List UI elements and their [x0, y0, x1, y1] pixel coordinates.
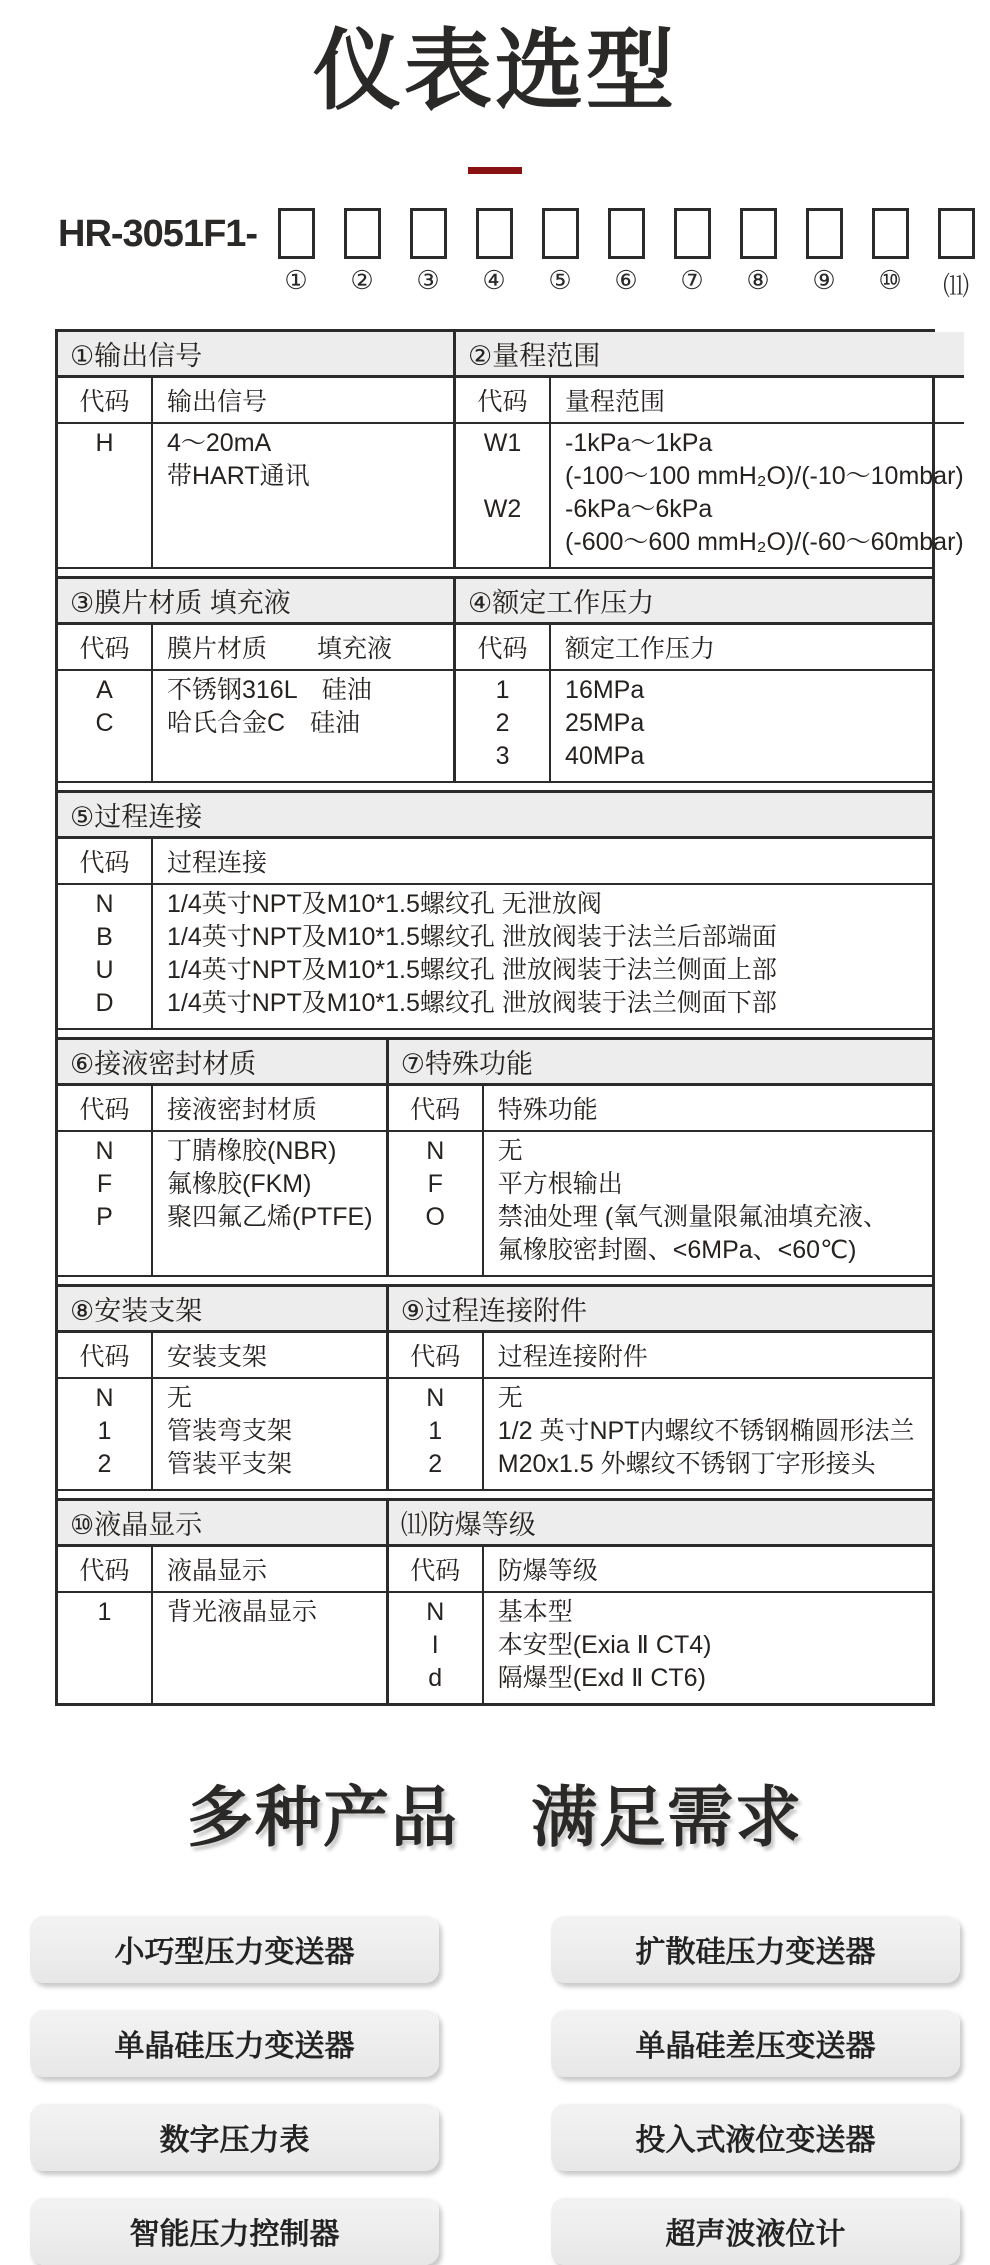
- section-body: [389, 1132, 932, 1275]
- model-box-number: ⑧: [746, 266, 770, 296]
- description-cell: 1/4英寸NPT及M10*1.5螺纹孔 无泄放阀: [167, 890, 602, 919]
- model-code-box: [476, 208, 513, 259]
- code-cell: N: [95, 1137, 114, 1166]
- code-cell: N: [95, 890, 114, 919]
- description-cell: -6kPa～6kPa: [565, 495, 713, 524]
- model-code-box: [938, 208, 975, 259]
- code-cell: N: [426, 1598, 445, 1627]
- section-header: ⑥接液密封材质: [58, 1040, 386, 1086]
- code-column: [58, 1593, 153, 1703]
- description-cell: 氟橡胶(FKM): [167, 1170, 312, 1199]
- code-cell: 1: [495, 676, 510, 705]
- description-cell: 无: [167, 1384, 193, 1413]
- model-code-box: [410, 208, 447, 259]
- product-button[interactable]: 单晶硅差压变送器: [551, 2009, 960, 2077]
- section-body: [58, 885, 932, 1028]
- section-column-header: 特殊功能: [497, 1096, 598, 1125]
- products-heading-left: 多种产品: [187, 1780, 459, 1855]
- description-cell: 不锈钢316L 硅油: [167, 676, 372, 705]
- section-explosion-proof: [386, 1501, 932, 1703]
- description-cell: 25MPa: [565, 709, 645, 738]
- description-column: [153, 424, 453, 567]
- code-column-header: 代码: [389, 1333, 484, 1377]
- table-band: [58, 1275, 932, 1489]
- column-header-row: [58, 378, 453, 424]
- code-cell: N: [426, 1384, 445, 1413]
- section-body: [58, 1379, 386, 1489]
- section-body: [389, 1379, 932, 1489]
- model-number-row: [58, 208, 990, 303]
- code-column: [58, 1132, 153, 1275]
- code-column-header: 代码: [58, 1086, 153, 1130]
- model-box-group: [857, 208, 923, 296]
- model-code-box: [542, 208, 579, 259]
- code-column: [58, 671, 153, 781]
- section-column-header: 量程范围: [565, 388, 666, 417]
- code-cell: W1: [483, 429, 522, 458]
- description-cell: 1/4英寸NPT及M10*1.5螺纹孔 泄放阀装于法兰侧面下部: [167, 989, 777, 1018]
- code-column: [58, 885, 153, 1028]
- code-cell: 1: [97, 1417, 112, 1446]
- model-box-number: ①: [284, 266, 308, 296]
- description-cell: 管装平支架: [167, 1450, 293, 1479]
- section-header: ⑧安装支架: [58, 1287, 386, 1333]
- section-mounting-bracket: [58, 1287, 386, 1489]
- code-column-header: 代码: [58, 1547, 153, 1591]
- section-header: ⑾防爆等级: [389, 1501, 932, 1547]
- model-box-group: [329, 208, 395, 296]
- column-header-row: [58, 1547, 386, 1593]
- column-header-row: [58, 839, 932, 885]
- column-header-row: [389, 1547, 932, 1593]
- description-column: [484, 1593, 932, 1703]
- section-column-header: 接液密封材质: [167, 1096, 318, 1125]
- section-seal-material: [58, 1040, 386, 1275]
- section-lcd-display: [58, 1501, 386, 1703]
- model-box-number: ⑤: [548, 266, 572, 296]
- code-column: [58, 424, 153, 567]
- section-column-header: 额定工作压力: [565, 635, 716, 664]
- code-column: [456, 671, 551, 781]
- description-cell: 禁油处理 (氧气测量限氟油填充液、: [497, 1203, 889, 1232]
- description-column: [551, 424, 964, 567]
- description-cell: 1/4英寸NPT及M10*1.5螺纹孔 泄放阀装于法兰侧面上部: [167, 956, 777, 985]
- page-title: 仪表选型: [312, 21, 677, 120]
- section-connection-accessory: [386, 1287, 932, 1489]
- description-cell: (-600～600 mmH₂O)/(-60～60mbar): [565, 528, 964, 557]
- model-box-group: [527, 208, 593, 296]
- model-box-group: [659, 208, 725, 296]
- column-header-row: [58, 1086, 386, 1132]
- section-output-signal: [58, 332, 453, 567]
- code-column-header: 代码: [456, 378, 551, 422]
- model-box-number: ⑩: [878, 266, 902, 296]
- product-grid: [30, 1915, 960, 2265]
- section-body: [389, 1593, 932, 1703]
- description-cell: 1/4英寸NPT及M10*1.5螺纹孔 泄放阀装于法兰后部端面: [167, 923, 777, 952]
- model-box-number: ④: [482, 266, 506, 296]
- model-box-group: [725, 208, 791, 296]
- code-column-header: 代码: [456, 625, 551, 669]
- section-body: [456, 424, 964, 567]
- code-column: [389, 1132, 484, 1275]
- table-band: [58, 567, 932, 781]
- code-cell: N: [426, 1137, 445, 1166]
- product-button[interactable]: 单晶硅压力变送器: [30, 2009, 439, 2077]
- product-button[interactable]: 智能压力控制器: [30, 2197, 439, 2265]
- model-box-number: ③: [416, 266, 440, 296]
- description-column: [153, 1593, 386, 1703]
- section-header: ⑦特殊功能: [389, 1040, 932, 1086]
- section-rated-pressure: [453, 579, 932, 781]
- section-header: ①输出信号: [58, 332, 453, 378]
- table-band: [58, 1489, 932, 1703]
- code-cell: B: [96, 923, 113, 952]
- description-cell: 16MPa: [565, 676, 645, 705]
- column-header-row: [456, 378, 964, 424]
- description-cell: 带HART通讯: [167, 462, 310, 491]
- code-column-header: 代码: [58, 378, 153, 422]
- model-code-box: [806, 208, 843, 259]
- model-box-number: ⑨: [812, 266, 836, 296]
- product-button[interactable]: 小巧型压力变送器: [30, 1915, 439, 1983]
- table-band: [58, 1028, 932, 1275]
- description-cell: 聚四氟乙烯(PTFE): [167, 1203, 373, 1232]
- code-cell: 3: [495, 742, 510, 771]
- code-column-header: 代码: [58, 625, 153, 669]
- model-box-group: [395, 208, 461, 296]
- code-cell: P: [96, 1203, 113, 1232]
- description-cell: 平方根输出: [497, 1170, 623, 1199]
- section-header: ④额定工作压力: [456, 579, 932, 625]
- section-body: [58, 1593, 386, 1703]
- code-cell: 1: [428, 1417, 443, 1446]
- code-cell: I: [431, 1631, 439, 1660]
- section-process-connection: [58, 793, 932, 1028]
- column-header-row: [389, 1333, 932, 1379]
- model-box-group: [461, 208, 527, 296]
- code-cell: F: [96, 1170, 113, 1199]
- model-code-box: [344, 208, 381, 259]
- code-column-header: 代码: [389, 1547, 484, 1591]
- column-header-row: [58, 1333, 386, 1379]
- section-special-function: [386, 1040, 932, 1275]
- code-cell: 2: [495, 709, 510, 738]
- description-cell: 管装弯支架: [167, 1417, 293, 1446]
- section-body: [456, 671, 932, 781]
- section-header: ②量程范围: [456, 332, 964, 378]
- code-column-header: 代码: [58, 839, 153, 883]
- code-cell: N: [95, 1384, 114, 1413]
- description-cell: 隔爆型(Exd Ⅱ CT6): [497, 1664, 706, 1693]
- model-box-group: [923, 208, 989, 303]
- model-box-number: ⑥: [614, 266, 638, 296]
- description-cell: 丁腈橡胶(NBR): [167, 1137, 337, 1166]
- section-column-header: 过程连接附件: [497, 1343, 648, 1372]
- code-cell: 1: [97, 1598, 112, 1627]
- code-cell: C: [95, 709, 114, 738]
- column-header-row: [58, 625, 453, 671]
- model-code-box: [740, 208, 777, 259]
- description-cell: (-100～100 mmH₂O)/(-10～10mbar): [565, 462, 964, 491]
- code-cell: O: [425, 1203, 445, 1232]
- description-cell: 40MPa: [565, 742, 645, 771]
- section-header: ⑤过程连接: [58, 793, 932, 839]
- code-column: [389, 1379, 484, 1489]
- product-button[interactable]: 扩散硅压力变送器: [551, 1915, 960, 1983]
- code-cell: d: [428, 1664, 443, 1693]
- product-button[interactable]: 数字压力表: [30, 2103, 439, 2171]
- code-cell: U: [95, 956, 114, 985]
- model-box-number: ⑾: [943, 272, 970, 302]
- model-prefix: HR-3051F1-: [58, 213, 258, 256]
- model-box-group: [263, 208, 329, 296]
- description-column: [153, 1379, 386, 1489]
- product-button[interactable]: 投入式液位变送器: [551, 2103, 960, 2171]
- code-column: [456, 424, 551, 567]
- code-cell: H: [95, 429, 114, 458]
- description-cell: M20x1.5 外螺纹不锈钢丁字形接头: [497, 1450, 876, 1479]
- description-cell: 无: [497, 1384, 523, 1413]
- section-column-header: 输出信号: [167, 388, 268, 417]
- section-header: ⑨过程连接附件: [389, 1287, 932, 1333]
- code-column: [389, 1593, 484, 1703]
- description-column: [484, 1132, 932, 1275]
- description-cell: 基本型: [497, 1598, 573, 1627]
- section-column-header: 防爆等级: [497, 1557, 598, 1586]
- description-column: [551, 671, 932, 781]
- code-column: [58, 1379, 153, 1489]
- section-header: ③膜片材质 填充液: [58, 579, 453, 625]
- table-band: [58, 781, 932, 1028]
- description-cell: -1kPa～1kPa: [565, 429, 713, 458]
- section-diaphragm-fill: [58, 579, 453, 781]
- section-body: [58, 424, 453, 567]
- table-band: [58, 332, 964, 567]
- description-cell: 哈氏合金C 硅油: [167, 709, 361, 738]
- products-heading-right: 满足需求: [531, 1780, 803, 1855]
- code-cell: W2: [483, 495, 522, 524]
- section-body: [58, 671, 453, 781]
- section-column-header: 膜片材质 填充液: [167, 635, 393, 664]
- model-box-group: [791, 208, 857, 296]
- column-header-row: [456, 625, 932, 671]
- description-column: [153, 885, 932, 1028]
- column-header-row: [389, 1086, 932, 1132]
- description-cell: 氟橡胶密封圈、<6MPa、<60℃): [497, 1236, 857, 1265]
- model-box-group: [593, 208, 659, 296]
- description-cell: 1/2 英寸NPT内螺纹不锈钢椭圆形法兰: [497, 1417, 915, 1446]
- model-code-box: [872, 208, 909, 259]
- section-body: [58, 1132, 386, 1275]
- code-cell: 2: [428, 1450, 443, 1479]
- section-column-header: 安装支架: [167, 1343, 268, 1372]
- model-box-number: ②: [350, 266, 374, 296]
- description-column: [484, 1379, 932, 1489]
- model-box-number: ⑦: [680, 266, 704, 296]
- section-column-header: 过程连接: [167, 849, 268, 878]
- model-code-box: [674, 208, 711, 259]
- code-column-header: 代码: [58, 1333, 153, 1377]
- selection-table: [55, 329, 964, 1706]
- model-code-box: [278, 208, 315, 259]
- description-cell: 4～20mA: [167, 429, 272, 458]
- product-button[interactable]: 超声波液位计: [551, 2197, 960, 2265]
- section-range: [453, 332, 964, 567]
- description-cell: 无: [497, 1137, 523, 1166]
- products-heading: [0, 1764, 990, 1859]
- section-column-header: 液晶显示: [167, 1557, 268, 1586]
- code-cell: D: [95, 989, 114, 1018]
- code-cell: A: [96, 676, 113, 705]
- section-header: ⑩液晶显示: [58, 1501, 386, 1547]
- code-column-header: 代码: [389, 1086, 484, 1130]
- code-cell: 2: [97, 1450, 112, 1479]
- accent-dash: [468, 167, 522, 174]
- description-cell: 背光液晶显示: [167, 1598, 318, 1627]
- description-cell: 本安型(Exia Ⅱ CT4): [497, 1631, 712, 1660]
- description-column: [153, 671, 453, 781]
- description-column: [153, 1132, 386, 1275]
- code-cell: F: [427, 1170, 443, 1199]
- model-code-box: [608, 208, 645, 259]
